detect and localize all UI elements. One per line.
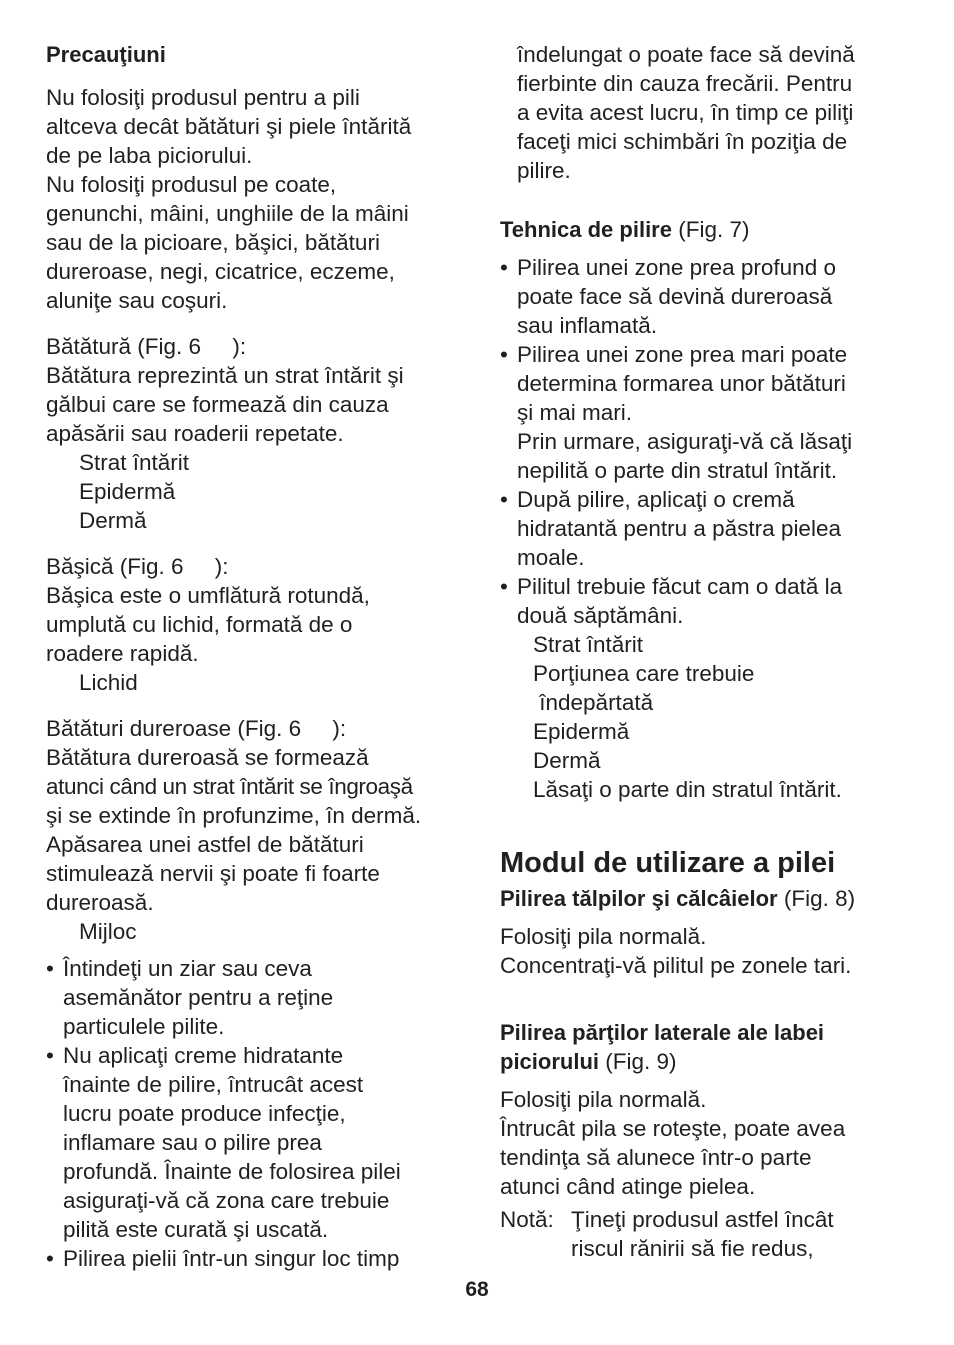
text-line: apăsării sau roaderii repetate. — [46, 421, 344, 446]
blister-section — [46, 552, 466, 697]
text-line: gălbui care se formează din cauza — [46, 392, 389, 417]
text-line: Nu folosiţi produsul pentru a pili — [46, 85, 360, 110]
precautions-heading: Precauţiuni — [46, 42, 166, 67]
legend-item: Dermă — [533, 748, 601, 773]
technique-fig-ref: (Fig. 7) — [671, 217, 750, 242]
text-line: hidratantă pentru a păstra pielea — [517, 516, 841, 541]
text-line: Pilirea unei zone prea mari poate — [517, 342, 848, 367]
sides-title-cont: piciorului — [500, 1049, 599, 1074]
text-line: Pilitul trebuie făcut cam o dată la — [517, 574, 843, 599]
text-line: Bătătură (Fig. 6 ): — [46, 334, 247, 359]
legend-item: Mijloc — [79, 919, 137, 944]
text-line: a evita acest lucru, în timp ce piliţi — [517, 100, 854, 125]
note — [500, 1205, 920, 1263]
text-line: Întrucât pila se roteşte, poate avea — [500, 1116, 846, 1141]
legend-item: Dermă — [79, 508, 147, 533]
text-line: asemănător pentru a reţine — [63, 985, 334, 1010]
text-line: stimulează nervii şi poate fi foarte — [46, 861, 380, 886]
text-line: riscul rănirii să fie redus, — [571, 1236, 814, 1261]
text-line: particulele pilite. — [63, 1014, 225, 1039]
bullet-icon: • — [500, 574, 508, 599]
text-line: fierbinte din cauza frecării. Pentru — [517, 71, 853, 96]
page-number: 68 — [465, 1278, 489, 1301]
sides-fig-ref: (Fig. 9) — [599, 1049, 677, 1074]
legend-item: Epidermă — [79, 479, 176, 504]
text-line: Pilirea unei zone prea profund o — [517, 255, 836, 280]
text-line: asiguraţi-vă că zona care trebuie — [63, 1188, 390, 1213]
bullet-icon: • — [46, 1043, 54, 1068]
legend-item: Lăsaţi o parte din stratul întărit. — [533, 777, 842, 802]
text-line: pilită este curată şi uscată. — [63, 1217, 329, 1242]
text-line: altceva decât bătături şi piele întărită — [46, 114, 412, 139]
soles-heading — [500, 884, 920, 913]
text-line: Bătătura reprezintă un strat întărit şi — [46, 363, 404, 388]
list-item — [46, 954, 466, 1041]
text-line: Nu folosiţi produsul pe coate, — [46, 172, 337, 197]
text-line: profundă. Înainte de folosirea pilei — [63, 1159, 401, 1184]
sides-heading — [500, 1018, 920, 1076]
bullet-icon: • — [500, 255, 508, 280]
technique-bullets — [500, 253, 920, 804]
text-line: genunchi, mâini, unghiile de la mâini — [46, 201, 409, 226]
bullet-icon: • — [500, 342, 508, 367]
legend-item: Epidermă — [533, 719, 630, 744]
text-line: înainte de pilire, întrucât acest — [63, 1072, 364, 1097]
technique-heading — [500, 215, 920, 244]
text-line: faceţi mici schimbări în poziţia de — [517, 129, 848, 154]
text-line: de pe laba piciorului. — [46, 143, 253, 168]
note-label: Notă: — [500, 1207, 554, 1232]
text-line: Bătături dureroase (Fig. 6 ): — [46, 716, 347, 741]
text-line: lucru poate produce infecţie, — [63, 1101, 346, 1126]
precautions-text — [46, 83, 466, 315]
text-line: dureroasă. — [46, 890, 154, 915]
text-line: îndelungat o poate face să devină — [517, 42, 855, 67]
text-line: Apăsarea unei astfel de bătături — [46, 832, 364, 857]
text-line: Folosiţi pila normală. — [500, 1087, 707, 1112]
sides-title: Pilirea părţilor laterale ale labei — [500, 1020, 825, 1045]
bullet-icon: • — [500, 487, 508, 512]
soles-title: Pilirea tălpilor şi călcâielor — [500, 886, 778, 911]
right-column — [500, 40, 920, 1263]
usage-section-title: Modul de utilizare a pilei — [500, 847, 836, 879]
text-line: atunci când un strat întărit se îngroaşă — [46, 774, 413, 799]
text-line: pilire. — [517, 158, 571, 183]
text-line: Întindeţi un ziar sau ceva — [63, 956, 312, 981]
text-line: umplută cu lichid, formată de o — [46, 612, 353, 637]
text-line: Băşica este o umflătură rotundă, — [46, 583, 370, 608]
text-line: poate face să devină dureroasă — [517, 284, 833, 309]
list-item — [46, 1041, 466, 1244]
text-line: şi mai mari. — [517, 400, 633, 425]
text-line: Ţineţi produsul astfel încât — [571, 1207, 834, 1232]
text-line: nepilită o parte din stratul întărit. — [517, 458, 838, 483]
text-line: Nu aplicaţi creme hidratante — [63, 1043, 344, 1068]
note-text — [571, 1205, 834, 1263]
legend-item: Strat întărit — [79, 450, 190, 475]
text-line: sau de la picioare, băşici, bătături — [46, 230, 380, 255]
text-line: moale. — [517, 545, 585, 570]
sides-text — [500, 1085, 920, 1201]
list-item — [46, 1244, 466, 1273]
text-line: Concentraţi-vă pilitul pe zonele tari. — [500, 953, 852, 978]
text-line: sau inflamată. — [517, 313, 658, 338]
text-line: După pilire, aplicaţi o cremă — [517, 487, 795, 512]
text-line: Bătătura dureroasă se formează — [46, 745, 369, 770]
text-line: roadere rapidă. — [46, 641, 199, 666]
text-line: atunci când atinge pielea. — [500, 1174, 756, 1199]
text-line: două săptămâni. — [517, 603, 684, 628]
text-line: inflamare sau o pilire prea — [63, 1130, 322, 1155]
soles-text — [500, 922, 920, 980]
text-line: Băşică (Fig. 6 ): — [46, 554, 229, 579]
list-item — [500, 485, 920, 572]
text-line: dureroase, negi, cicatrice, eczeme, — [46, 259, 395, 284]
bullet-icon: • — [46, 956, 54, 981]
text-line: şi se extinde în profunzime, în dermă. — [46, 803, 422, 828]
list-item — [500, 572, 920, 630]
technique-title: Tehnica de pilire — [500, 217, 672, 242]
text-line: tendinţa să alunece într-o parte — [500, 1145, 812, 1170]
legend-item: îndepărtată — [533, 690, 654, 715]
left-column — [46, 40, 466, 1273]
legend-item: Lichid — [79, 670, 138, 695]
corn-section — [46, 714, 466, 946]
text-line: Prin urmare, asiguraţi-vă că lăsaţi — [517, 429, 853, 454]
text-line: aluniţe sau coşuri. — [46, 288, 228, 313]
callus-section — [46, 332, 466, 535]
list-item — [500, 340, 920, 485]
soles-fig-ref: (Fig. 8) — [777, 886, 856, 911]
bullet-icon: • — [46, 1246, 54, 1271]
text-line: determina formarea unor bătături — [517, 371, 846, 396]
legend-item: Porţiunea care trebuie — [533, 661, 755, 686]
text-line: Folosiţi pila normală. — [500, 924, 707, 949]
text-line: Pilirea pielii într-un singur loc timp — [63, 1246, 400, 1271]
precaution-bullets — [46, 954, 466, 1273]
continued-text — [500, 40, 920, 185]
list-item — [500, 253, 920, 340]
legend-item: Strat întărit — [533, 632, 644, 657]
